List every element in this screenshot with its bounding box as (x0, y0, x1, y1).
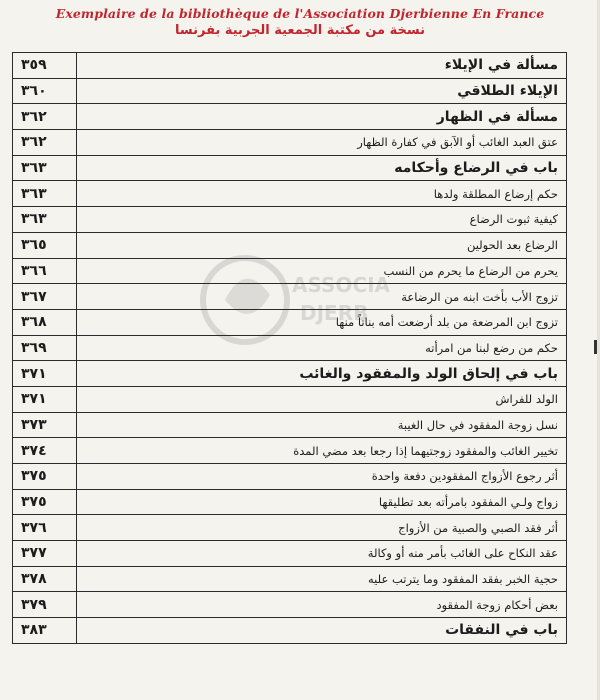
toc-entry-title: تزوج الأب بأخت ابنه من الرضاعة (77, 284, 567, 310)
toc-row (13, 566, 567, 592)
toc-row (13, 361, 567, 387)
toc-entry-title: حكم من رضع لبنا من امرأته (77, 335, 567, 361)
toc-row (13, 515, 567, 541)
toc-page-number: ٣٦٨ (13, 309, 77, 335)
toc-page-number: ٣٨٣ (13, 618, 77, 644)
toc-page-number: ٣٧١ (13, 386, 77, 412)
toc-entry-title: زواج ولـي المفقود بامرأته بعد تطليقها (77, 489, 567, 515)
toc-section-heading: مسألة في الظهار (77, 104, 567, 130)
toc-page-number: ٣٧٥ (13, 489, 77, 515)
toc-entry-title: أثر فقد الصبي والصبية من الأزواج (77, 515, 567, 541)
toc-page-number: ٣٦٣ (13, 155, 77, 181)
toc-row (13, 104, 567, 130)
table-of-contents (12, 52, 567, 644)
toc-row (13, 412, 567, 438)
toc-page-number: ٣٧٣ (13, 412, 77, 438)
toc-page-number: ٣٦٧ (13, 284, 77, 310)
toc-section-heading: باب في إلحاق الولد والمفقود والغائب (77, 361, 567, 387)
toc-row (13, 130, 567, 156)
toc-entry-title: كيفية ثبوت الرضاع (77, 207, 567, 233)
toc-page-number: ٣٦٠ (13, 78, 77, 104)
toc-page-number: ٣٦٦ (13, 258, 77, 284)
header-arabic: نسخة من مكتبة الجمعية الجربية بفرنسا (175, 23, 425, 38)
toc-page-number: ٣٧٦ (13, 515, 77, 541)
margin-mark (594, 340, 597, 354)
toc-row (13, 284, 567, 310)
toc-page-number: ٣٦٣ (13, 181, 77, 207)
toc-entry-title: بعض أحكام زوجة المفقود (77, 592, 567, 618)
watermark-text-1: ASSOCIA (292, 273, 390, 297)
toc-row (13, 335, 567, 361)
toc-row (13, 464, 567, 490)
header-french: Exemplaire de la bibliothèque de l'Association Djerbienne En France (55, 6, 545, 21)
toc-page-number: ٣٦٢ (13, 130, 77, 156)
toc-page-number: ٣٧٥ (13, 464, 77, 490)
toc-section-heading: باب في الرضاع وأحكامه (77, 155, 567, 181)
toc-page-number: ٣٦٢ (13, 104, 77, 130)
toc-row (13, 232, 567, 258)
toc-entry-title: حكم إرضاع المطلقة ولدها (77, 181, 567, 207)
toc-entry-title: الرضاع بعد الحولين (77, 232, 567, 258)
toc-entry-title: حجية الخبر بفقد المفقود وما يترتب عليه (77, 566, 567, 592)
toc-row (13, 53, 567, 79)
toc-section-heading: باب في النفقات (77, 618, 567, 644)
toc-row (13, 438, 567, 464)
toc-page-number: ٣٦٥ (13, 232, 77, 258)
toc-entry-title: تزوج ابن المرضعة من بلد أرضعت أمه بناتاً منها (77, 309, 567, 335)
toc-page-number: ٣٧٨ (13, 566, 77, 592)
toc-row (13, 78, 567, 104)
toc-page-number: ٣٧٩ (13, 592, 77, 618)
toc-row (13, 489, 567, 515)
watermark-text-2: DJERB (300, 301, 369, 325)
toc-row (13, 309, 567, 335)
toc-entry-title: يحرم من الرضاع ما يحرم من النسب (77, 258, 567, 284)
toc-row (13, 592, 567, 618)
toc-entry-title: عقد النكاح على الغائب بأمر منه أو وكالة (77, 541, 567, 567)
toc-entry-title: نسل زوجة المفقود في حال الغيبة (77, 412, 567, 438)
toc-page-number: ٣٧١ (13, 361, 77, 387)
toc-page-number: ٣٥٩ (13, 53, 77, 79)
toc-row (13, 386, 567, 412)
toc-entry-title: أثر رجوع الأزواج المفقودين دفعة واحدة (77, 464, 567, 490)
toc-page-number: ٣٦٩ (13, 335, 77, 361)
toc-row (13, 207, 567, 233)
toc-page-number: ٣٦٣ (13, 207, 77, 233)
toc-row (13, 155, 567, 181)
toc-page-number: ٣٧٧ (13, 541, 77, 567)
toc-entry-title: الولد للفراش (77, 386, 567, 412)
toc-row (13, 541, 567, 567)
toc-entry-title: تخيير الغائب والمفقود زوجتيهما إذا رجعا بعد مضي المدة (77, 438, 567, 464)
toc-section-heading: مسألة في الإيلاء (77, 53, 567, 79)
toc-row (13, 181, 567, 207)
toc-section-heading: الإيلاء الطلاقي (77, 78, 567, 104)
toc-row (13, 618, 567, 644)
library-header (0, 6, 600, 39)
toc-page-number: ٣٧٤ (13, 438, 77, 464)
toc-entry-title: عتق العبد الغائب أو الآبق في كفارة الظهار (77, 130, 567, 156)
toc-row (13, 258, 567, 284)
